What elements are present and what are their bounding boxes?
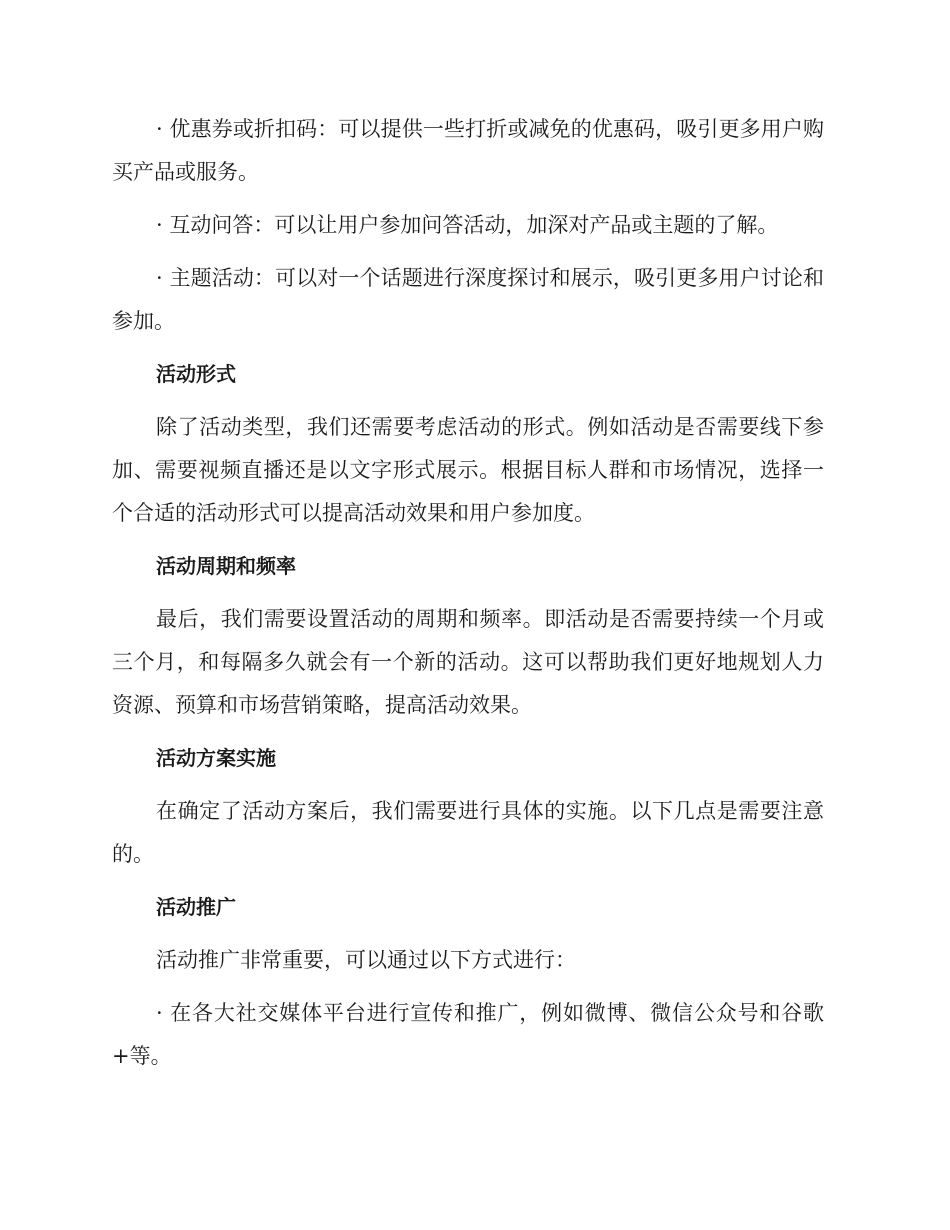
paragraph-activity-format: 除了活动类型，我们还需要考虑活动的形式。例如活动是否需要线下参加、需要视频直播还是以文字形式展示。根据目标人群和市场情况，选择一个合适的活动形式可以提高活动效果和用户参加度。	[112, 415, 824, 525]
document-body	[112, 108, 824, 1088]
heading-activity-format: 活动形式	[156, 362, 236, 386]
heading-activity-cycle: 活动周期和频率	[156, 554, 296, 578]
bullet-coupon: · 优惠券或折扣码：可以提供一些打折或减免的优惠码，吸引更多用户购买产品或服务。	[112, 117, 824, 184]
heading-activity-implementation: 活动方案实施	[156, 746, 276, 770]
heading-activity-promotion: 活动推广	[156, 895, 236, 919]
paragraph-activity-implementation: 在确定了活动方案后，我们需要进行具体的实施。以下几点是需要注意的。	[112, 799, 824, 866]
bullet-social-media: · 在各大社交媒体平台进行宣传和推广，例如微博、微信公众号和谷歌+等。	[112, 1001, 824, 1068]
paragraph-activity-promotion: 活动推广非常重要，可以通过以下方式进行：	[156, 948, 576, 972]
paragraph-activity-cycle: 最后，我们需要设置活动的周期和频率。即活动是否需要持续一个月或三个月，和每隔多久就会有一个新的活动。这可以帮助我们更好地规划人力资源、预算和市场营销策略，提高活动效果。	[112, 607, 824, 717]
bullet-qa: · 互动问答：可以让用户参加问答活动，加深对产品或主题的了解。	[156, 213, 779, 237]
bullet-theme-activity: · 主题活动：可以对一个话题进行深度探讨和展示，吸引更多用户讨论和参加。	[112, 266, 824, 333]
